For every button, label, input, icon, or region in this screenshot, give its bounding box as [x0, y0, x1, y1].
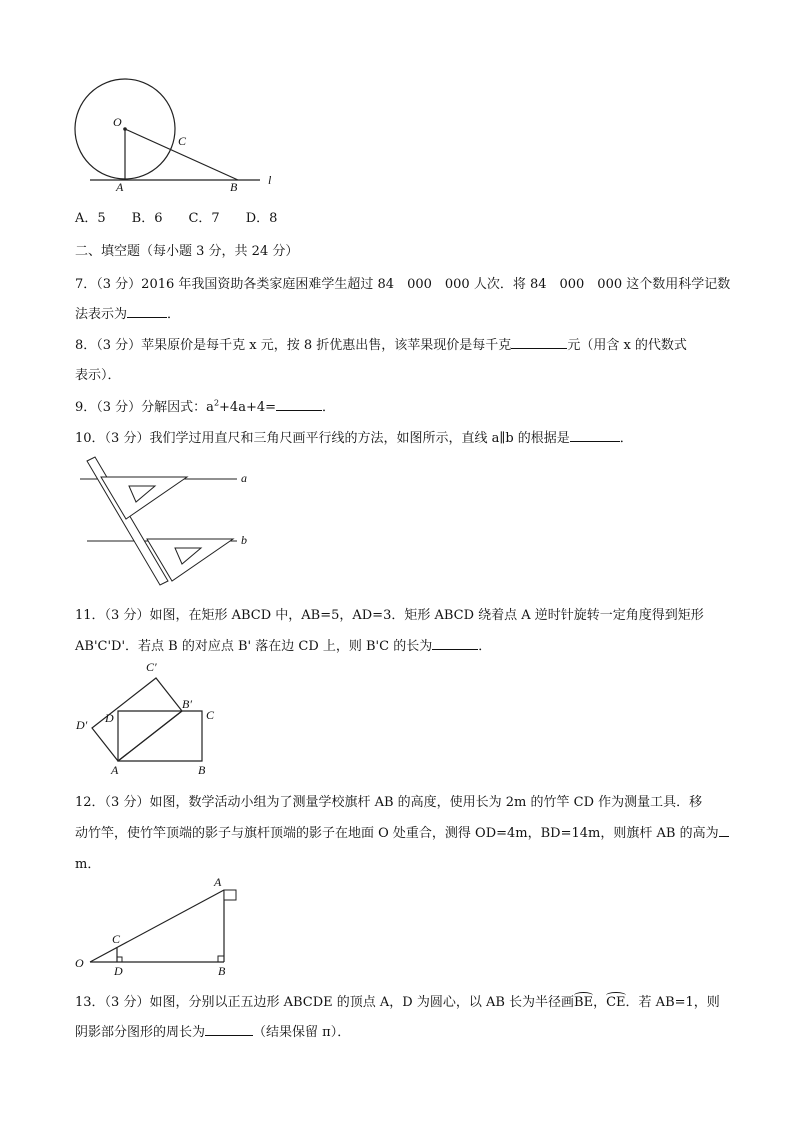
- label-a: A: [111, 763, 119, 777]
- q9-expr: +4a+4=: [219, 400, 277, 415]
- label-b: B: [198, 763, 206, 777]
- q8-answer-blank[interactable]: [511, 336, 567, 349]
- label-d: D: [114, 964, 123, 978]
- q9-text: 9．（3 分）分解因式：a: [75, 400, 214, 415]
- q8-text: 8．（3 分）苹果原价是每千克 x 元，按 8 折优惠出售，该苹果现价是每千克: [75, 338, 512, 353]
- q12-line2: [75, 822, 729, 841]
- flagpole-figure: [72, 873, 252, 983]
- q11-end: ．: [478, 639, 492, 654]
- arc-be: BE: [574, 995, 594, 1010]
- label-b1: B′: [182, 697, 192, 711]
- q13-text-2: 阴影部分图形的周长为: [75, 1025, 206, 1040]
- label-o: O: [113, 115, 122, 129]
- segment-ab1: [118, 711, 182, 761]
- q10-text: 10．（3 分）我们学过用直尺和三角尺画平行线的方法，如图所示，直线 a∥b 的根据是: [75, 431, 570, 446]
- q8-text-b: 元（用含 x 的代数式: [567, 338, 687, 353]
- label-a: a: [241, 471, 247, 485]
- q12-line1: 12．（3 分）如图，数学活动小组为了测量学校旗杆 AB 的高度，使用长为 2m 的竹竿 CD 作为测量工具．移: [75, 795, 703, 810]
- label-c: C: [178, 134, 187, 148]
- q7-line2: [75, 303, 180, 322]
- q9-exponent: 2: [213, 398, 220, 408]
- rotated-rectangle-figure: [72, 655, 232, 780]
- q7-answer-blank[interactable]: [127, 305, 167, 318]
- q13-text: 13．（3 分）如图，分别以正五边形 ABCDE 的顶点 A，D 为圆心，以 AB 长为半径画: [75, 995, 575, 1010]
- q9-answer-blank[interactable]: [276, 398, 322, 411]
- label-c: C: [206, 708, 215, 722]
- q13-line2: [75, 1021, 350, 1040]
- section-title: 二、填空题（每小题 3 分，共 24 分）: [75, 244, 299, 259]
- q11-line2: [75, 635, 491, 654]
- q13-line1: [75, 991, 720, 1010]
- q13-end: （结果保留 π）．: [253, 1025, 351, 1040]
- q11-answer-blank[interactable]: [432, 637, 478, 650]
- arc-ce: CE: [606, 995, 626, 1010]
- center-point: [123, 127, 127, 131]
- label-l: l: [268, 173, 272, 187]
- q10-line: [75, 427, 633, 446]
- q9-end: ．: [322, 400, 336, 415]
- shadow-line-oa: [90, 890, 224, 962]
- q7-text: 法表示为: [75, 307, 128, 322]
- q13-sep: ，: [593, 995, 607, 1010]
- right-angle-d: [117, 957, 122, 962]
- q8-line2: 表示）．: [75, 368, 121, 383]
- q12-answer-blank[interactable]: [719, 824, 729, 837]
- q10-end: ．: [619, 431, 633, 446]
- q9-line: [75, 396, 335, 415]
- q13-answer-blank[interactable]: [205, 1023, 253, 1036]
- label-b: B: [218, 964, 226, 978]
- label-o: O: [75, 956, 84, 970]
- q13-text-b: ．若 AB=1，则: [625, 995, 720, 1010]
- q10-answer-blank[interactable]: [570, 429, 620, 442]
- label-a: A: [214, 875, 222, 889]
- q8-line1: [75, 334, 687, 353]
- label-d1: D′: [76, 718, 88, 732]
- q12-text: 动竹竿，使竹竿顶端的影子与旗杆顶端的影子在地面 O 处重合，测得 OD=4m，BD=14m，则旗杆 AB 的高为: [75, 826, 719, 841]
- q12-line3: m．: [75, 857, 101, 872]
- label-c1: C′: [146, 660, 157, 674]
- parallel-lines-figure: [75, 455, 275, 590]
- q6-options: A．5 B．6 C．7 D．8: [75, 211, 278, 226]
- label-b: b: [241, 533, 247, 547]
- q11-line1: 11．（3 分）如图，在矩形 ABCD 中，AB=5，AD=3．矩形 ABCD 绕着点 A 逆时针旋转一定角度得到矩形: [75, 608, 704, 623]
- circle-tangent-figure: [70, 74, 290, 199]
- triangle-top: [101, 477, 187, 519]
- label-a: A: [116, 180, 124, 194]
- q11-text: AB'C'D'．若点 B 的对应点 B' 落在边 CD 上，则 B'C 的长为: [75, 639, 433, 654]
- q7-line1: 7．（3 分）2016 年我国资助各类家庭困难学生超过 84 000 000 人次．将 84 000 000 这个数用科学记数: [75, 277, 731, 292]
- label-b: B: [230, 180, 238, 194]
- label-c: C: [112, 932, 121, 946]
- ruler: [87, 457, 168, 585]
- q7-end: ．: [167, 307, 181, 322]
- label-d: D: [105, 711, 114, 725]
- rectangle-abcd: [118, 711, 202, 761]
- flag: [224, 890, 236, 900]
- right-angle-b: [218, 956, 224, 962]
